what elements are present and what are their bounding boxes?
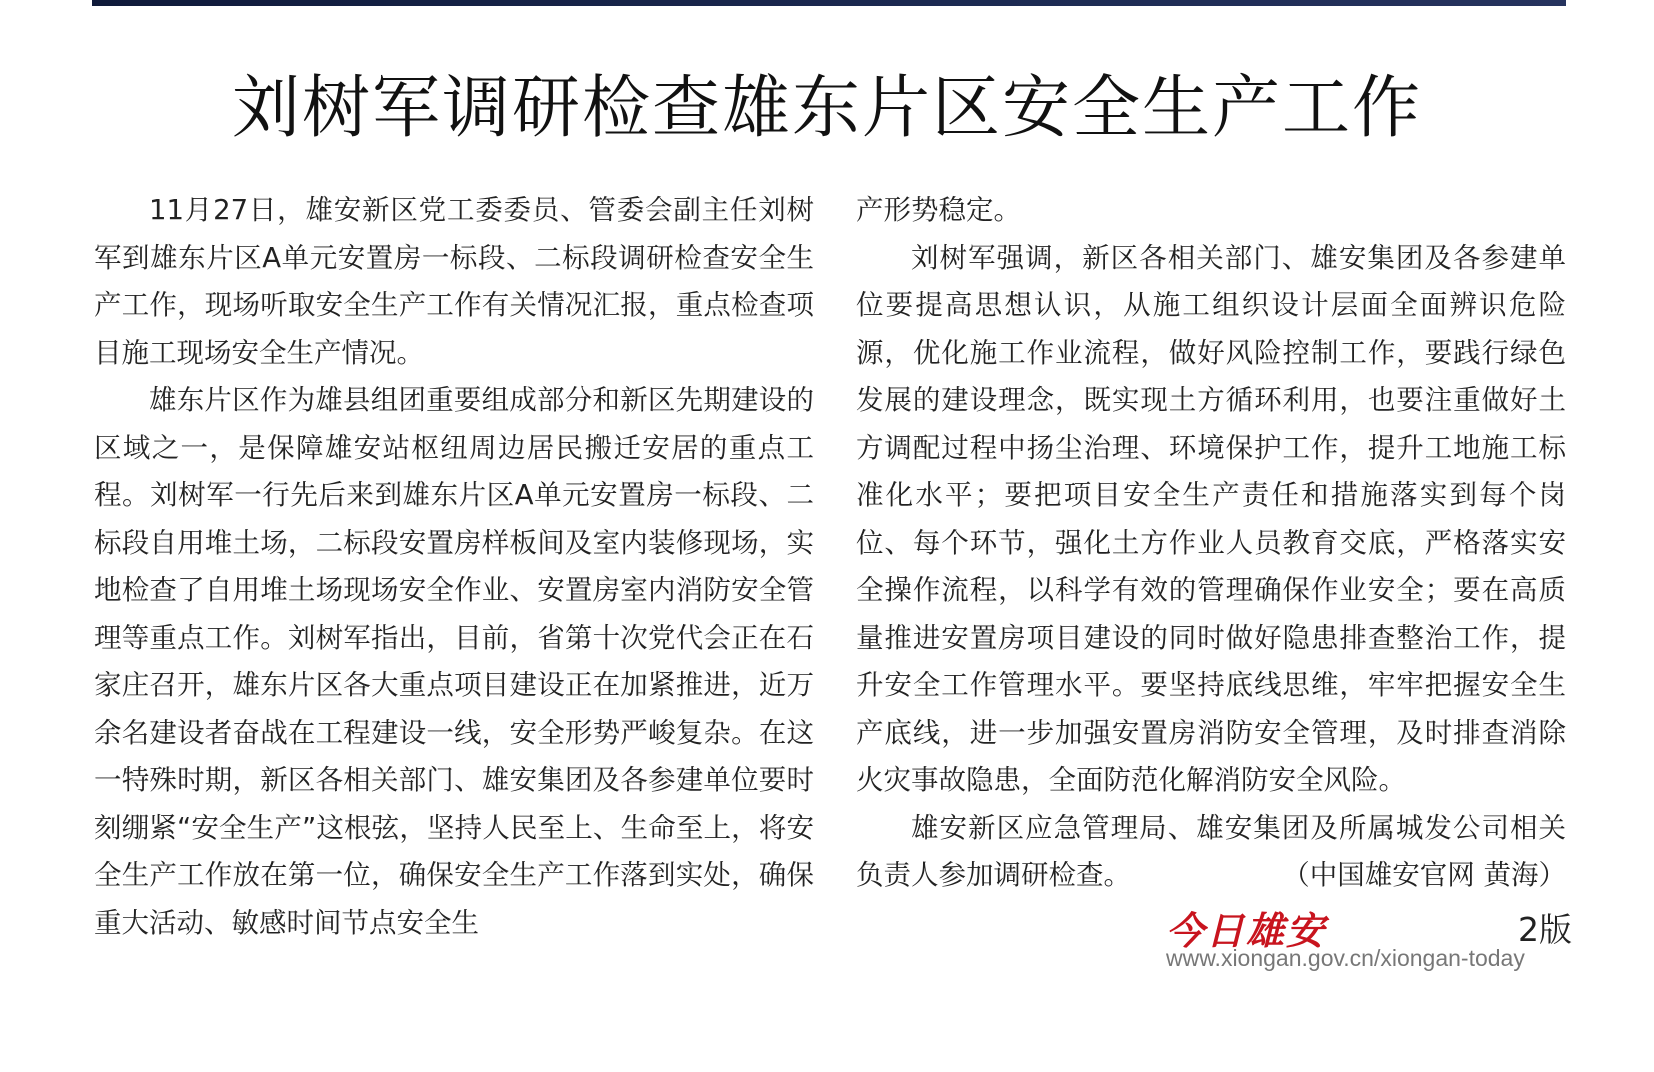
- article-paragraph: 刘树军强调，新区各相关部门、雄安集团及各参建单位要提高思想认识，从施工组织设计层面全面辨识危险源，优化施工作业流程，做好风险控制工作，要践行绿色发展的建设理念，既实现土方循环利用，也要注重做好土方调配过程中扬尘治理、环境保护工作，提升工地施工标准化水平；要把项目安全生产责任和措施落实到每个岗位、每个环节，强化土方作业人员教育交底，严格落实安全操作流程，以科学有效的管理确保作业安全；要在高质量推进安置房项目建设的同时做好隐患排查整治工作，提升安全工作管理水平。要坚持底线思维，牢牢把握安全生产底线，进一步加强安置房消防安全管理，及时排查消除火灾事故隐患，全面防范化解消防安全风险。: [856, 241, 1566, 796]
- page-number: 2版: [1518, 910, 1572, 949]
- article-paragraph-continuation: 产形势稳定。: [856, 194, 1021, 226]
- closing-sentence: 雄安新区应急管理局、雄安集团及所属城发公司相关负责人参加调研检查。: [856, 811, 1566, 891]
- article-paragraph: 雄东片区作为雄县组团重要组成部分和新区先期建设的区域之一，是保障雄安站枢纽周边居民搬迁安居的重点工程。刘树军一行先后来到雄东片区A单元安置房一标段、二标段自用堆土场，二标段安置房样板间及室内装修现场，实地检查了自用堆土场现场安全作业、安置房室内消防安全管理等重点工作。刘树军指出，目前，省第十次党代会正在石家庄召开，雄东片区各大重点项目建设正在加紧推进，近万余名建设者奋战在工程建设一线，安全形势严峻复杂。在这一特殊时期，新区各相关部门、雄安集团及各参建单位要时刻绷紧“安全生产”这根弦，坚持人民至上、生命至上，将安全生产工作放在第一位，确保安全生产工作落到实处，确保重大活动、敏感时间节点安全生: [94, 384, 814, 939]
- source-url: www.xiongan.gov.cn/xiongan-today: [1166, 945, 1525, 971]
- source-credit: （中国雄安官网 黄海）: [1282, 859, 1566, 891]
- top-accent-bar: [92, 0, 1566, 6]
- article-paragraph: [856, 805, 1566, 900]
- xiongan-today-logo: 今日雄安: [1166, 908, 1327, 953]
- article-title: 刘树军调研检查雄东片区安全生产工作: [231, 69, 1422, 148]
- article-column-left: [94, 187, 814, 947]
- article-paragraph: 11月27日，雄安新区党工委委员、管委会副主任刘树军到雄东片区A单元安置房一标段、二标段调研检查安全生产工作，现场听取安全生产工作有关情况汇报，重点检查项目施工现场安全生产情况。: [94, 194, 814, 369]
- article-column-right: [856, 187, 1566, 900]
